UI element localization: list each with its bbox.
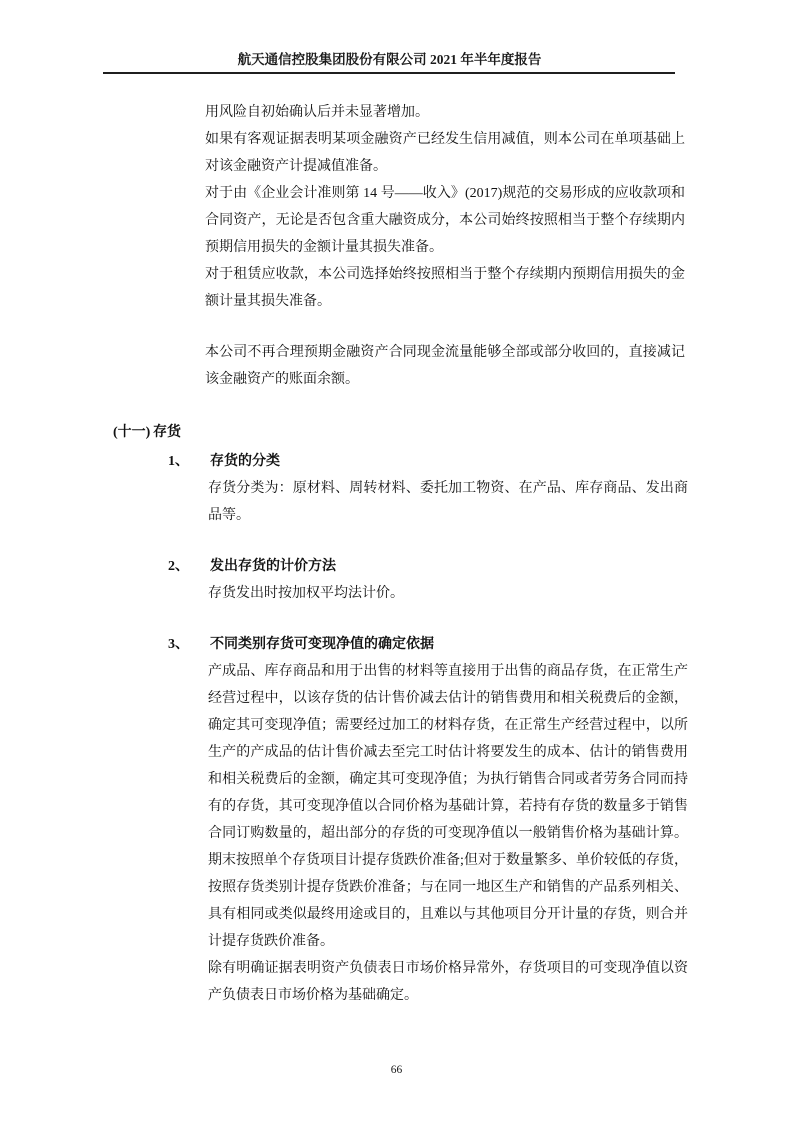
report-header-title: 航天通信控股集团股份有限公司 2021 年半年度报告 (237, 52, 542, 67)
item-heading (168, 553, 793, 580)
section-number: (十一) (113, 425, 151, 440)
paragraph-revenue-standard-receivables: 对于由《企业会计准则第 14 号——收入》(2017)规范的交易形成的应收款项和合同资产，无论是否包含重大融资成分，本公司始终按照相当于整个存续期内预期信用损失的金额计量其损失准备。 (205, 186, 685, 255)
header-divider (103, 72, 675, 74)
item-issued-inventory-valuation (0, 553, 793, 607)
paragraph-credit-impairment: 如果有客观证据表明某项金融资产已经发生信用减值，则本公司在单项基础上对该金融资产计提减值准备。 (205, 132, 685, 174)
item-paragraph: 存货发出时按加权平均法计价。 (208, 586, 404, 601)
item-net-realizable-value (0, 631, 793, 1009)
item-heading (168, 631, 793, 658)
item-title: 发出存货的计价方法 (210, 559, 336, 574)
item-inventory-classification (0, 448, 793, 529)
item-number: 2、 (168, 559, 189, 574)
item-title: 不同类别存货可变现净值的确定依据 (210, 637, 434, 652)
document-body (0, 99, 793, 1009)
paragraph-lease-receivables: 对于租赁应收款，本公司选择始终按照相当于整个存续期内预期信用损失的金额计量其损失准备。 (205, 267, 685, 309)
paragraph-writeoff: 本公司不再合理预期金融资产合同现金流量能够全部或部分收回的，直接减记该金融资产的账面余额。 (205, 345, 685, 387)
section-title: 存货 (153, 425, 181, 440)
item-heading (168, 448, 793, 475)
item-number: 1、 (168, 454, 189, 469)
item-title: 存货的分类 (210, 454, 280, 469)
section-inventory (0, 419, 793, 1009)
paragraph-risk-increase: 用风险自初始确认后并未显著增加。 (205, 105, 429, 120)
item-paragraph: 存货分类为：原材料、周转材料、委托加工物资、在产品、库存商品、发出商品等。 (208, 481, 688, 523)
section-heading (113, 419, 793, 446)
item-paragraph: 除有明确证据表明资产负债表日市场价格异常外，存货项目的可变现净值以资产负债表日市场价格为基础确定。 (208, 961, 688, 1003)
page-number: 66 (390, 1064, 403, 1076)
item-paragraph: 产成品、库存商品和用于出售的材料等直接用于出售的商品存货，在正常生产经营过程中，以该存货的估计售价减去估计的销售费用和相关税费后的金额，确定其可变现净值；需要经过加工的材料存货，在正常生产经营过程中，以所生产的产成品的估计售价减去至完工时估计将要发生的成本、估计的销售费用和相关税费后的金额，确定其可变现净值；为执行销售合同或者劳务合同而持有的存货，其可变现净值以合同价格为基础计算，若持有存货的数量多于销售合同订购数量的，超出部分的存货的可变现净值以一般销售价格为基础计算。期末按照单个存货项目计提存货跌价准备;但对于数量繁多、单价较低的存货，按照存货类别计提存货跌价准备；与在同一地区生产和销售的产品系列相关、具有相同或类似最终用途或目的，且难以与其他项目分开计量的存货，则合并计提存货跌价准备。 (208, 664, 688, 949)
item-number: 3、 (168, 637, 189, 652)
page-header (0, 51, 793, 74)
